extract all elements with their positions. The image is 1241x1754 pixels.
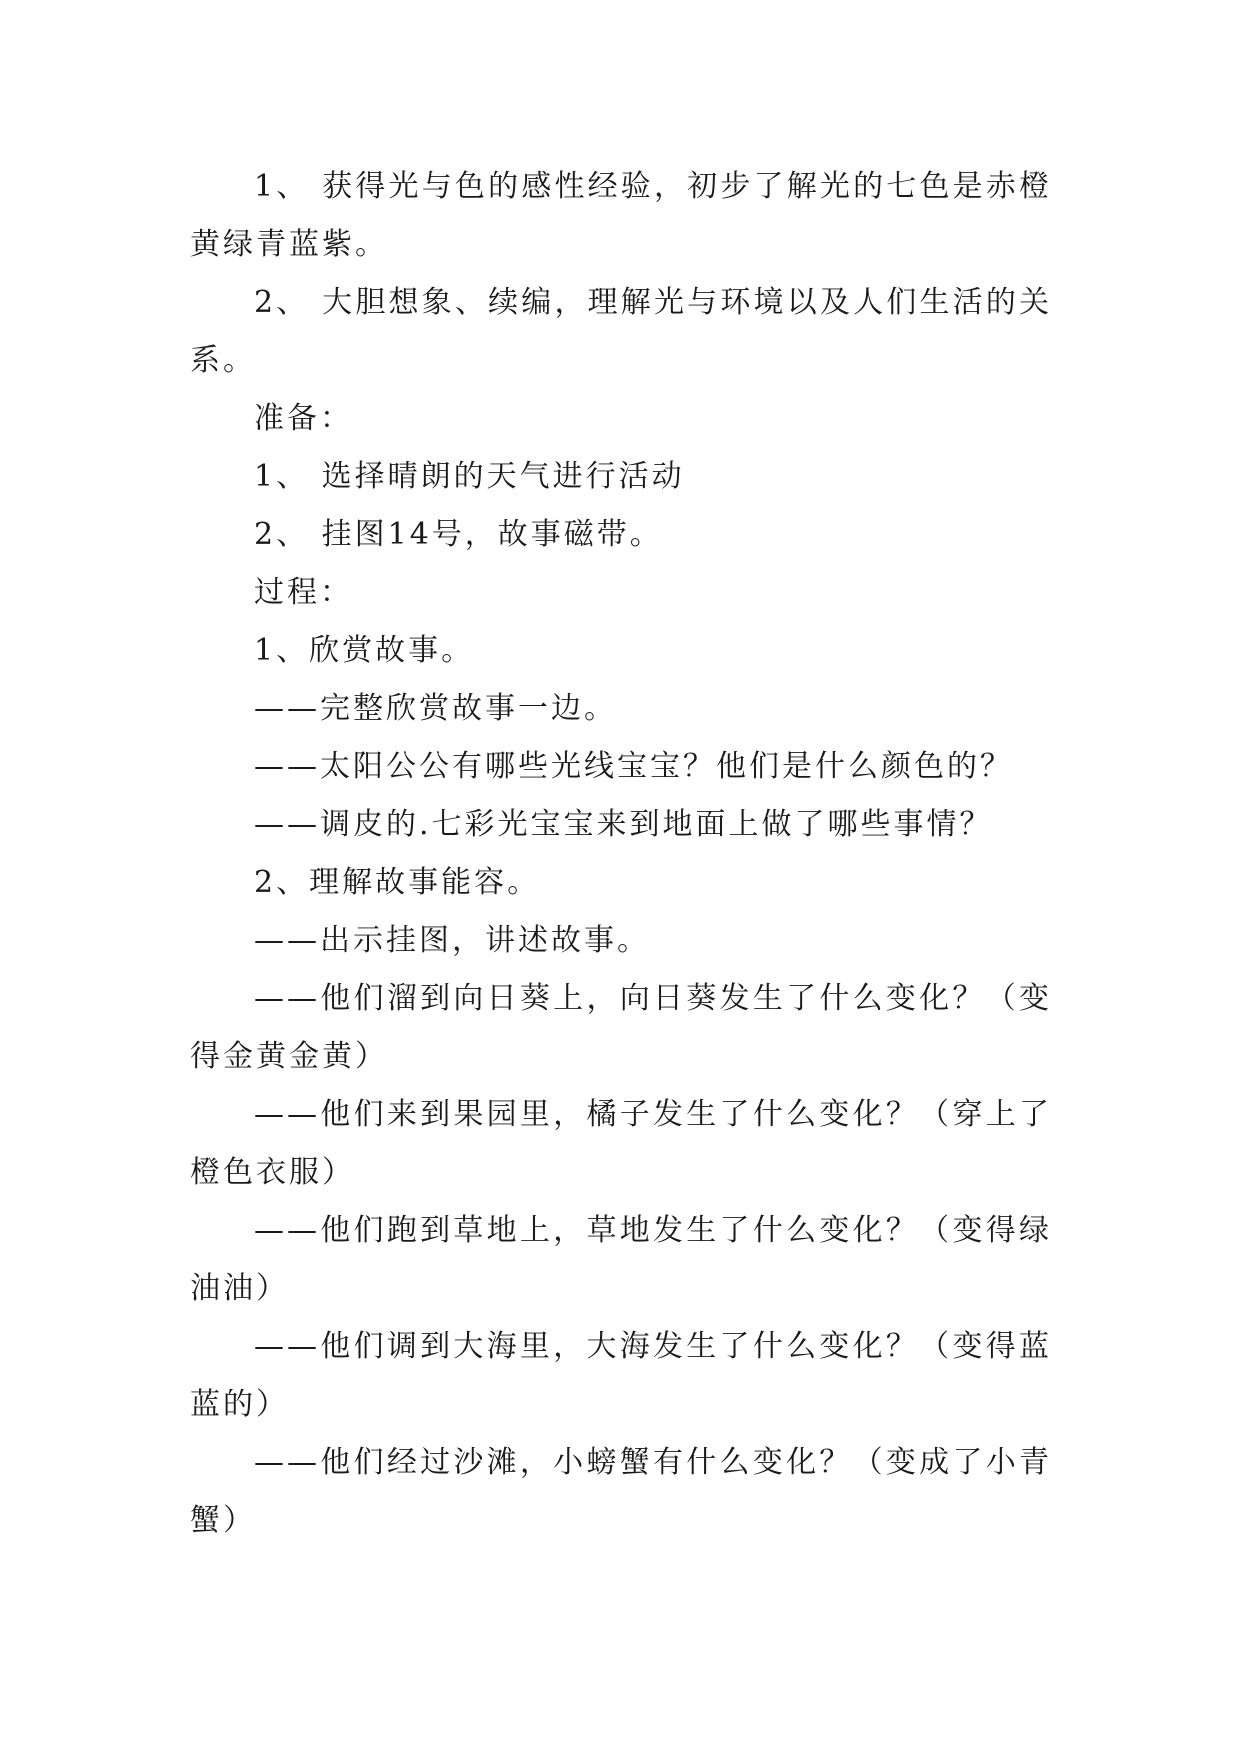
process-line: ——太阳公公有哪些光线宝宝？他们是什么颜色的？ <box>254 749 1013 784</box>
process-line: ——他们经过沙滩，小螃蟹有什么变化？（变成了小青蟹） <box>190 1445 1052 1538</box>
document-body <box>190 158 1052 1550</box>
process-line: ——他们调到大海里，大海发生了什么变化？（变得蓝蓝的） <box>190 1329 1052 1422</box>
preparation-heading: 准备： <box>254 401 353 436</box>
process-line: ——他们跑到草地上，草地发生了什么变化？（变得绿油油） <box>190 1213 1052 1306</box>
process-line: ——完整欣赏故事一边。 <box>254 691 617 726</box>
process-line: ——调皮的.七彩光宝宝来到地面上做了哪些事情？ <box>254 807 993 842</box>
goal-item-2: 2、 大胆想象、续编，理解光与环境以及人们生活的关系。 <box>190 285 1052 378</box>
process-step-1: 1、欣赏故事。 <box>254 633 475 668</box>
process-heading: 过程： <box>254 575 353 610</box>
preparation-item-2: 2、 挂图14号，故事磁带。 <box>254 517 663 552</box>
process-line: ——出示挂图，讲述故事。 <box>254 923 650 958</box>
goal-item-1: 1、 获得光与色的感性经验，初步了解光的七色是赤橙黄绿青蓝紫。 <box>190 169 1052 262</box>
preparation-item-1: 1、 选择晴朗的天气进行活动 <box>254 459 685 494</box>
process-line: ——他们溜到向日葵上，向日葵发生了什么变化？（变得金黄金黄） <box>190 981 1052 1074</box>
process-step-2: 2、理解故事能容。 <box>254 865 541 900</box>
process-line: ——他们来到果园里，橘子发生了什么变化？（穿上了橙色衣服） <box>190 1097 1052 1190</box>
